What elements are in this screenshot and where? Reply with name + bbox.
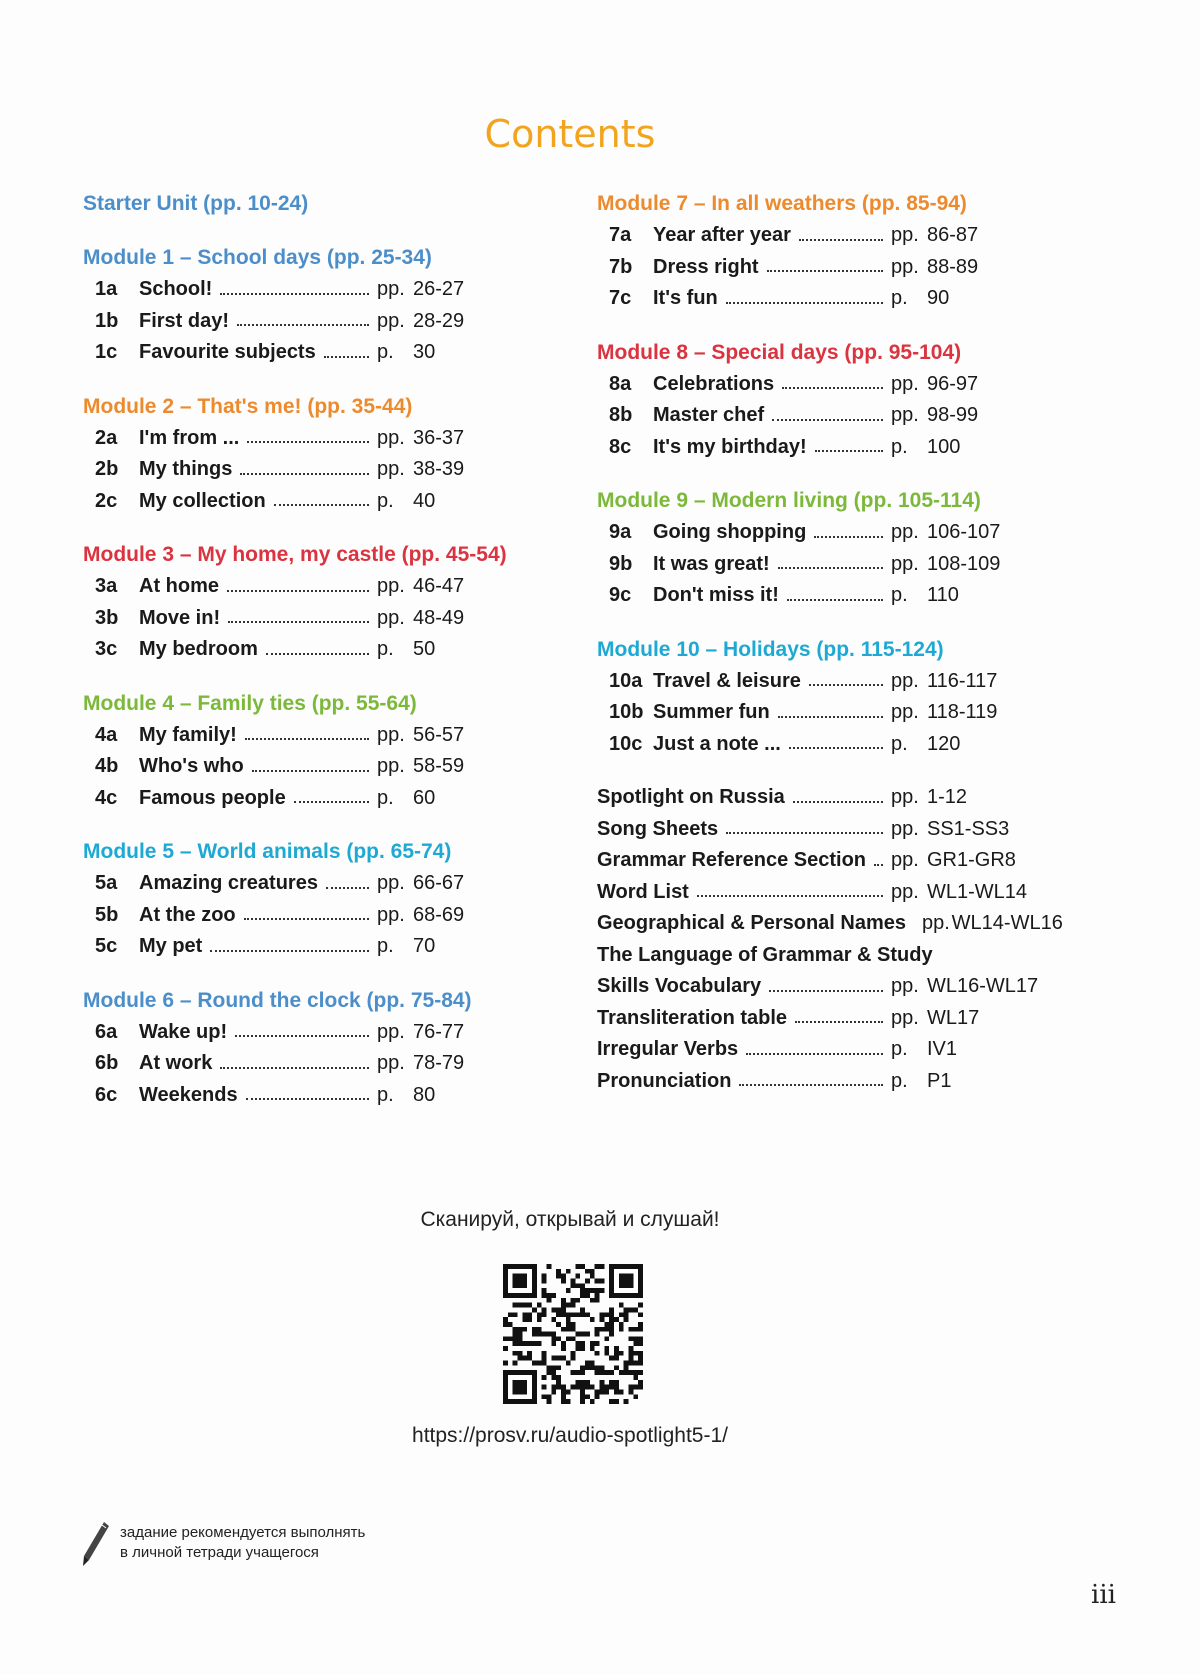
page-range: WL16-WL17 — [927, 975, 1039, 998]
lesson-row[interactable] — [597, 580, 1067, 612]
lesson-title: At work — [139, 1052, 213, 1075]
module-heading[interactable]: Module 1 – School days (pp. 25-34) — [83, 246, 432, 269]
lesson-code: 4a — [95, 723, 118, 746]
page-prefix: pp. — [891, 817, 919, 840]
lesson-code: 7c — [609, 287, 632, 310]
lesson-code: 8a — [609, 372, 632, 395]
lesson-title: Celebrations — [653, 372, 775, 395]
pen-icon — [80, 1520, 110, 1568]
lesson-row[interactable] — [597, 549, 1067, 581]
dot-leader — [237, 324, 369, 326]
lesson-code: 9c — [609, 584, 632, 607]
lesson-row[interactable] — [83, 486, 503, 518]
page-prefix: p. — [891, 435, 908, 458]
dot-leader — [245, 738, 369, 740]
dot-leader — [778, 567, 883, 569]
lesson-title: At home — [139, 575, 219, 598]
lesson-title: Summer fun — [653, 701, 770, 724]
lesson-code: 4c — [95, 786, 118, 809]
dot-leader — [220, 1067, 369, 1069]
lesson-row[interactable] — [597, 252, 1067, 284]
dot-leader — [799, 239, 883, 241]
page-prefix: pp. — [891, 552, 919, 575]
page-range: 50 — [413, 638, 436, 661]
page-range: 70 — [413, 935, 436, 958]
module-heading[interactable]: Module 8 – Special days (pp. 95-104) — [597, 340, 962, 364]
page-prefix: p. — [377, 786, 394, 809]
back-matter-row[interactable] — [597, 908, 1067, 940]
module-section — [83, 391, 503, 518]
lesson-code: 1c — [95, 341, 118, 364]
lesson-row[interactable] — [83, 337, 503, 369]
lesson-code: 6c — [95, 1083, 118, 1106]
lesson-row[interactable] — [83, 931, 503, 963]
back-matter-title: Word List — [597, 880, 689, 903]
lesson-code: 6b — [95, 1052, 119, 1075]
lesson-title: Year after year — [653, 224, 791, 247]
dot-leader — [746, 1053, 883, 1055]
lesson-row[interactable] — [83, 423, 503, 455]
lesson-row[interactable] — [597, 400, 1067, 432]
back-matter-row[interactable] — [597, 1034, 1067, 1066]
page-range: IV1 — [927, 1038, 958, 1061]
page-prefix: pp. — [891, 701, 919, 724]
back-matter-title: Skills Vocabulary — [597, 975, 762, 998]
page-range: 96-97 — [927, 372, 979, 395]
back-matter-title: Geographical & Personal Names — [597, 912, 907, 935]
module-section — [597, 485, 1067, 612]
back-matter-title: Irregular Verbs — [597, 1038, 739, 1061]
lesson-row[interactable] — [83, 1017, 503, 1049]
back-matter-row[interactable] — [597, 845, 1067, 877]
page-prefix: pp. — [377, 1020, 405, 1043]
page-range: 78-79 — [413, 1052, 465, 1075]
page-range: 68-69 — [413, 903, 465, 926]
lesson-row[interactable] — [83, 603, 503, 635]
lesson-title: At the zoo — [139, 903, 236, 926]
lesson-title: Going shopping — [653, 521, 807, 544]
page-prefix: pp. — [922, 912, 950, 935]
scan-instruction: Сканируй, открывай и слушай! — [420, 1208, 720, 1231]
page-range: GR1-GR8 — [927, 849, 1016, 872]
page-range: 120 — [927, 732, 961, 755]
page-prefix: pp. — [891, 1006, 919, 1029]
page-range: 48-49 — [413, 606, 465, 629]
dot-leader — [815, 450, 883, 452]
lesson-row[interactable] — [83, 454, 503, 486]
page-prefix: p. — [891, 287, 908, 310]
dot-leader — [778, 716, 883, 718]
lesson-code: 10b — [609, 701, 644, 724]
dot-leader — [252, 770, 369, 772]
module-heading[interactable]: Module 4 – Family ties (pp. 55-64) — [83, 691, 417, 715]
dot-leader — [235, 1035, 369, 1037]
lesson-code: 8b — [609, 404, 633, 427]
page-range: SS1-SS3 — [927, 817, 1010, 840]
dot-leader — [809, 684, 883, 686]
module-section — [597, 337, 1067, 464]
lesson-row[interactable] — [83, 783, 503, 815]
module-heading[interactable]: Module 10 – Holidays (pp. 115-124) — [597, 637, 944, 661]
lesson-title: Who's who — [139, 755, 244, 778]
lesson-row[interactable] — [597, 517, 1067, 549]
page-prefix: pp. — [891, 880, 919, 903]
lesson-row[interactable] — [83, 274, 503, 306]
lesson-title: First day! — [139, 309, 230, 332]
dot-leader — [789, 747, 883, 749]
page-prefix: pp. — [377, 1052, 405, 1075]
contents-left-column — [83, 188, 507, 1133]
page-range: WL1-WL14 — [927, 880, 1028, 903]
lesson-title: Dress right — [653, 255, 759, 278]
back-matter-row[interactable] — [597, 1066, 1067, 1098]
lesson-title: Don't miss it! — [653, 584, 779, 607]
note-line-1: задание рекомендуется выполнять — [120, 1524, 366, 1541]
page-range: 66-67 — [413, 872, 465, 895]
page-prefix: p. — [377, 341, 394, 364]
page-prefix: pp. — [377, 426, 405, 449]
note-line-2: в личной тетради учащегося — [120, 1544, 319, 1561]
page-prefix: p. — [891, 1069, 908, 1092]
lesson-code: 5b — [95, 903, 119, 926]
dot-leader — [246, 1098, 369, 1100]
page-prefix: pp. — [377, 903, 405, 926]
page-range: 26-27 — [413, 278, 465, 301]
dot-leader — [814, 536, 883, 538]
back-matter-title: Grammar Reference Section — [597, 849, 867, 872]
page-prefix: pp. — [377, 872, 405, 895]
lesson-code: 5a — [95, 872, 118, 895]
dot-leader — [793, 801, 883, 803]
page-prefix: p. — [377, 935, 394, 958]
module-section — [83, 688, 503, 815]
lesson-row[interactable] — [597, 283, 1067, 315]
lesson-title: My collection — [139, 489, 266, 512]
lesson-row[interactable] — [83, 868, 503, 900]
page-range: 90 — [927, 287, 950, 310]
contents-right-column — [597, 188, 1067, 1097]
back-matter-title: Pronunciation — [597, 1069, 732, 1092]
page-range: 76-77 — [413, 1020, 465, 1043]
page-prefix: p. — [891, 732, 908, 755]
module-heading[interactable]: Module 7 – In all weathers (pp. 85-94) — [597, 192, 967, 215]
lesson-row[interactable] — [83, 751, 503, 783]
lesson-code: 3b — [95, 606, 119, 629]
dot-leader — [726, 302, 883, 304]
lesson-title: My family! — [139, 723, 237, 746]
page-prefix: p. — [377, 489, 394, 512]
page-prefix: pp. — [891, 404, 919, 427]
dot-leader — [795, 1021, 883, 1023]
dot-leader — [240, 473, 369, 475]
lesson-row[interactable] — [83, 900, 503, 932]
lesson-title: My bedroom — [139, 638, 258, 661]
module-section — [597, 188, 1067, 315]
dot-leader — [326, 887, 369, 889]
back-matter-row[interactable] — [597, 971, 1067, 1003]
lesson-code: 10a — [609, 669, 643, 692]
module-heading[interactable]: Module 2 – That's me! (pp. 35-44) — [83, 394, 413, 418]
lesson-row[interactable] — [597, 729, 1067, 761]
lesson-code: 5c — [95, 935, 118, 958]
back-matter-list — [597, 782, 1067, 1097]
lesson-row[interactable] — [597, 666, 1067, 698]
page-range: WL17 — [927, 1006, 980, 1029]
page-prefix: pp. — [891, 372, 919, 395]
lesson-title: Master chef — [653, 404, 765, 427]
lesson-title: School! — [139, 278, 213, 301]
page-prefix: pp. — [891, 224, 919, 247]
dot-leader — [247, 441, 369, 443]
page-range: WL14-WL16 — [951, 912, 1063, 935]
lesson-code: 3a — [95, 575, 118, 598]
dot-leader — [874, 864, 883, 866]
page-prefix: p. — [891, 1038, 908, 1061]
lesson-code: 4b — [95, 755, 119, 778]
lesson-title: It's fun — [653, 287, 718, 310]
page-range: 1-12 — [927, 786, 968, 809]
dot-leader — [274, 504, 369, 506]
lesson-title: It's my birthday! — [653, 435, 807, 458]
page-range: 110 — [927, 584, 959, 607]
page-range: 46-47 — [413, 575, 465, 598]
page-range: 30 — [413, 341, 436, 364]
page-range: P1 — [927, 1069, 952, 1092]
back-matter-row[interactable] — [597, 782, 1067, 814]
page-number: iii — [1091, 1580, 1116, 1610]
lesson-row[interactable] — [597, 369, 1067, 401]
page-range: 38-39 — [413, 458, 465, 481]
module-section — [83, 242, 503, 369]
lesson-title: Travel & leisure — [653, 669, 801, 692]
qr-code-icon[interactable] — [503, 1264, 643, 1404]
dot-leader — [726, 832, 883, 834]
dot-leader — [772, 419, 883, 421]
back-matter-title: Song Sheets — [597, 817, 719, 840]
page-prefix: pp. — [891, 849, 919, 872]
back-matter-row[interactable] — [597, 1003, 1067, 1035]
lesson-code: 6a — [95, 1020, 118, 1043]
lesson-row[interactable] — [597, 432, 1067, 464]
page-prefix: p. — [891, 584, 908, 607]
page-range: 88-89 — [927, 255, 979, 278]
page-range: 80 — [413, 1083, 436, 1106]
lesson-title: Move in! — [139, 606, 221, 629]
lesson-title: Favourite subjects — [139, 341, 316, 364]
module-heading[interactable]: Starter Unit (pp. 10-24) — [83, 192, 309, 215]
lesson-title: Just a note ... — [653, 732, 781, 755]
page-range: 98-99 — [927, 404, 979, 427]
page-title: Contents — [484, 112, 656, 156]
module-heading[interactable]: Module 6 – Round the clock (pp. 75-84) — [83, 988, 472, 1012]
page-range: 58-59 — [413, 755, 465, 778]
dot-leader — [228, 621, 369, 623]
back-matter-title: Spotlight on Russia — [597, 786, 785, 809]
lesson-row[interactable] — [83, 634, 503, 666]
lesson-title: My things — [139, 458, 233, 481]
lesson-row[interactable] — [597, 697, 1067, 729]
lesson-row[interactable] — [597, 220, 1067, 252]
lesson-code: 1b — [95, 309, 119, 332]
lesson-row[interactable] — [83, 720, 503, 752]
page-prefix: pp. — [891, 521, 919, 544]
dot-leader — [227, 590, 369, 592]
page-prefix: pp. — [891, 975, 919, 998]
lesson-code: 7a — [609, 224, 632, 247]
page-range: 100 — [927, 435, 961, 458]
page-prefix: pp. — [377, 723, 405, 746]
page-range: 56-57 — [413, 723, 465, 746]
dot-leader — [324, 356, 369, 358]
lesson-title: Weekends — [139, 1083, 238, 1106]
lesson-row[interactable] — [83, 1080, 503, 1112]
lesson-title: My pet — [139, 935, 203, 958]
page-prefix: p. — [377, 638, 394, 661]
module-heading[interactable]: Module 5 – World animals (pp. 65-74) — [83, 840, 452, 863]
lesson-code: 9a — [609, 521, 632, 544]
back-matter-row[interactable] — [597, 877, 1067, 909]
page-prefix: pp. — [377, 575, 405, 598]
lesson-title: It was great! — [653, 552, 770, 575]
lesson-row[interactable] — [83, 306, 503, 338]
dot-leader — [739, 1084, 883, 1086]
page-range: 86-87 — [927, 224, 979, 247]
page-prefix: pp. — [891, 786, 919, 809]
page-prefix: pp. — [377, 458, 405, 481]
lesson-code: 3c — [95, 638, 118, 661]
page-prefix: pp. — [377, 755, 405, 778]
module-section — [83, 539, 507, 666]
page-prefix: pp. — [377, 309, 405, 332]
lesson-code: 9b — [609, 552, 633, 575]
page-range: 116-117 — [927, 669, 998, 692]
lesson-code: 1a — [95, 278, 118, 301]
module-section — [83, 188, 503, 220]
page-range: 40 — [413, 489, 436, 512]
dot-leader — [266, 653, 369, 655]
lesson-title: I'm from ... — [139, 426, 240, 449]
lesson-code: 2b — [95, 458, 119, 481]
dot-leader — [767, 270, 883, 272]
dot-leader — [769, 990, 883, 992]
page-prefix: pp. — [891, 255, 919, 278]
page-range: 60 — [413, 786, 436, 809]
lesson-code: 2a — [95, 426, 118, 449]
page-range: 36-37 — [413, 426, 465, 449]
dot-leader — [210, 950, 369, 952]
page-range: 106-107 — [927, 521, 1001, 544]
page-range: 118-119 — [927, 701, 998, 724]
dot-leader — [244, 918, 369, 920]
lesson-code: 7b — [609, 255, 633, 278]
module-section — [597, 634, 1067, 761]
dot-leader — [787, 599, 883, 601]
notebook-note — [120, 1523, 365, 1563]
back-matter-row[interactable] — [597, 814, 1067, 846]
lesson-code: 8c — [609, 435, 632, 458]
audio-url-link[interactable]: https://prosv.ru/audio-spotlight5-1/ — [412, 1424, 728, 1447]
lesson-row[interactable] — [83, 571, 503, 603]
dot-leader — [294, 801, 369, 803]
page-prefix: p. — [377, 1083, 394, 1106]
dot-leader — [697, 895, 883, 897]
lesson-title: Amazing creatures — [139, 872, 318, 895]
page-prefix: pp. — [377, 606, 405, 629]
dot-leader — [220, 293, 369, 295]
back-matter-title: The Language of Grammar & Study — [597, 943, 933, 966]
page-prefix: pp. — [891, 669, 919, 692]
lesson-code: 2c — [95, 489, 118, 512]
lesson-code: 10c — [609, 732, 643, 755]
module-section — [83, 985, 503, 1112]
page-range: 108-109 — [927, 552, 1001, 575]
module-heading[interactable]: Module 3 – My home, my castle (pp. 45-54) — [83, 543, 507, 566]
lesson-title: Famous people — [139, 786, 286, 809]
lesson-title: Wake up! — [139, 1020, 228, 1043]
module-section — [83, 836, 503, 963]
back-matter-title: Transliteration table — [597, 1006, 788, 1029]
module-heading[interactable]: Module 9 – Modern living (pp. 105-114) — [597, 489, 981, 512]
page-prefix: pp. — [377, 278, 405, 301]
page-range: 28-29 — [413, 309, 465, 332]
dot-leader — [782, 387, 883, 389]
lesson-row[interactable] — [83, 1048, 503, 1080]
